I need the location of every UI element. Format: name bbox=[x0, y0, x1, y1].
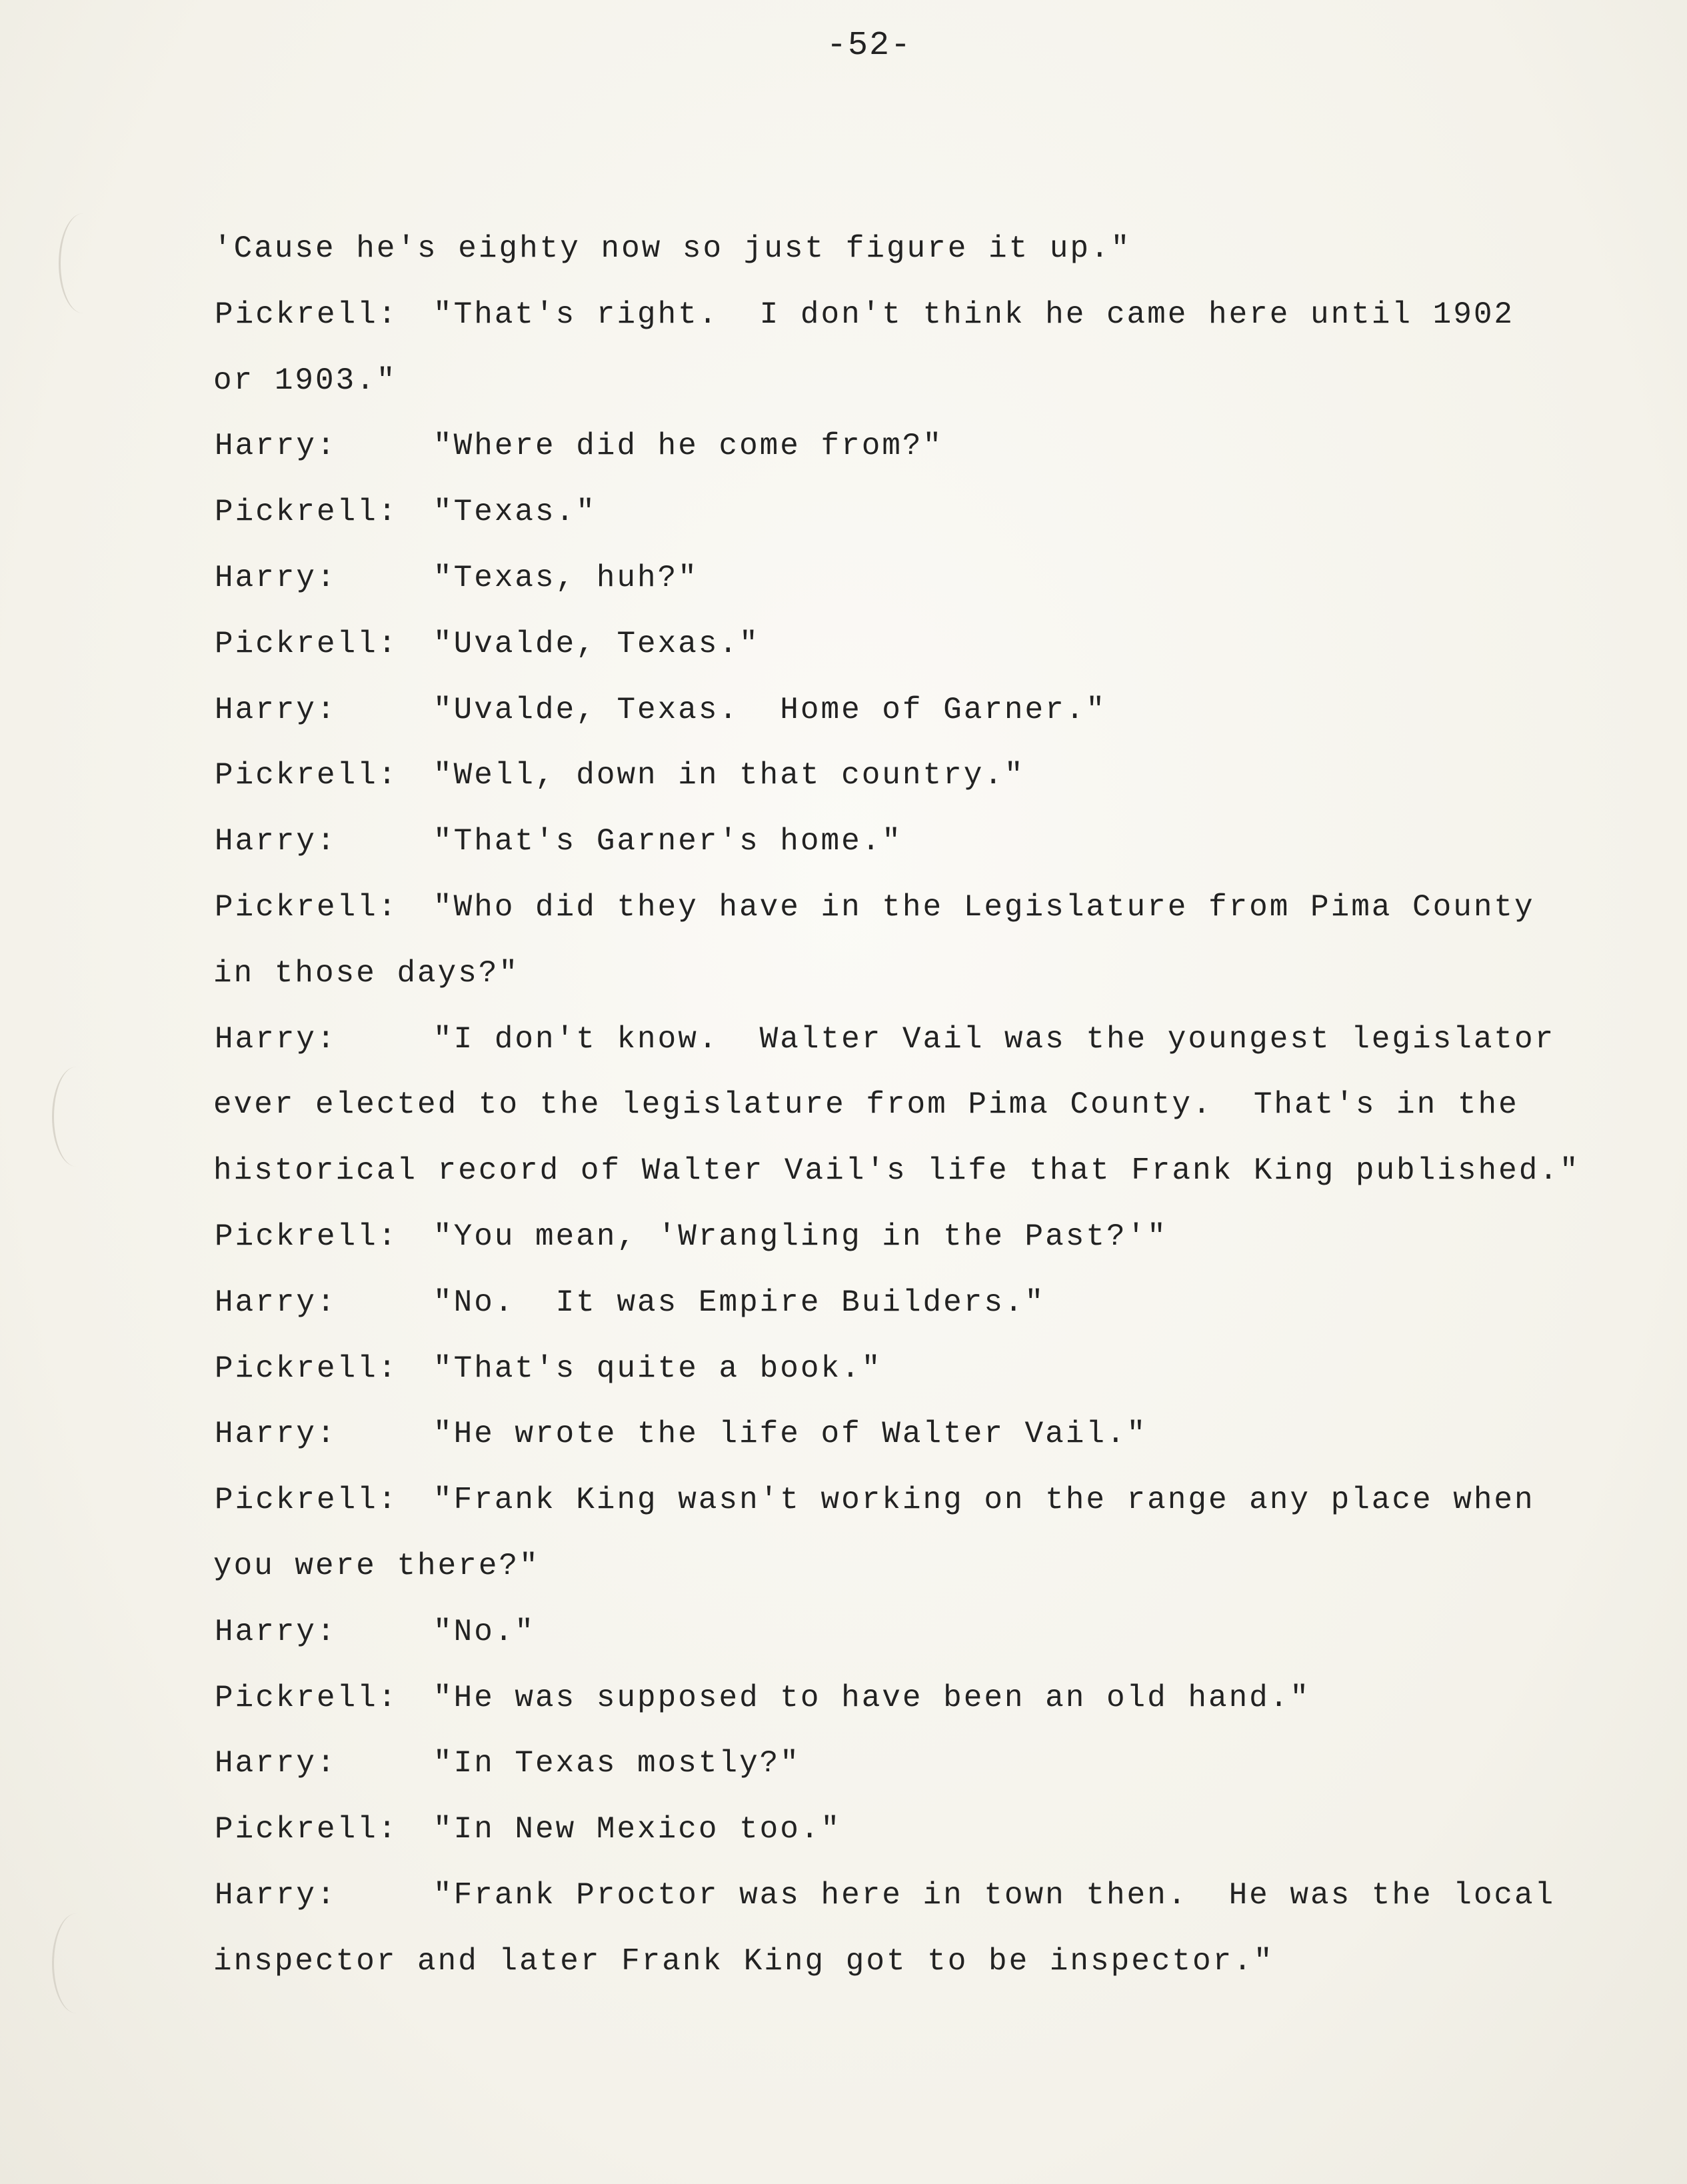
speech-text: "That's Garner's home." bbox=[433, 824, 902, 859]
punch-hole-mark bbox=[52, 1067, 101, 1167]
speaker-label: Pickrell: bbox=[215, 495, 399, 529]
speaker-label: Harry: bbox=[215, 693, 337, 727]
speaker-label: Harry: bbox=[215, 561, 337, 595]
speech-text: "Uvalde, Texas." bbox=[433, 627, 760, 661]
speech-text: "In Texas mostly?" bbox=[433, 1746, 801, 1781]
speech-text: "I don't know. Walter Vail was the youngest legislator bbox=[433, 1022, 1556, 1057]
speech-text: "You mean, 'Wrangling in the Past?'" bbox=[433, 1219, 1168, 1254]
speaker-label: Harry: bbox=[215, 1285, 337, 1320]
speaker-label: Pickrell: bbox=[215, 1681, 399, 1715]
speech-text: "No." bbox=[433, 1615, 536, 1649]
punch-hole-mark bbox=[59, 213, 107, 313]
speaker-label: Harry: bbox=[215, 1417, 337, 1451]
speaker-label: Harry: bbox=[215, 1878, 337, 1913]
speech-text: "He wrote the life of Walter Vail." bbox=[433, 1417, 1148, 1451]
speech-text: "Frank King wasn't working on the range any place when bbox=[433, 1483, 1535, 1517]
speaker-label: Pickrell: bbox=[215, 758, 399, 793]
speech-text: "No. It was Empire Builders." bbox=[433, 1285, 1046, 1320]
speech-text: historical record of Walter Vail's life that Frank King published." bbox=[213, 1153, 1580, 1188]
speech-text: "Who did they have in the Legislature from Pima County bbox=[433, 890, 1535, 925]
speech-text: "That's quite a book." bbox=[433, 1351, 882, 1386]
speech-text: in those days?" bbox=[213, 956, 520, 991]
page-number: -52- bbox=[827, 27, 912, 65]
speaker-label: Pickrell: bbox=[215, 890, 399, 925]
speaker-label: Harry: bbox=[215, 1022, 337, 1057]
speech-text: "Uvalde, Texas. Home of Garner." bbox=[433, 693, 1106, 727]
speech-text: "Frank Proctor was here in town then. He was the local bbox=[433, 1878, 1556, 1913]
speaker-label: Harry: bbox=[215, 429, 337, 463]
punch-hole-mark bbox=[52, 1913, 101, 2013]
speech-text: ever elected to the legislature from Pima County. That's in the bbox=[213, 1087, 1519, 1122]
speech-text: inspector and later Frank King got to be inspector." bbox=[213, 1944, 1274, 1979]
speaker-label: Pickrell: bbox=[215, 1219, 399, 1254]
speaker-label: Harry: bbox=[215, 1746, 337, 1781]
speech-text: "Texas, huh?" bbox=[433, 561, 699, 595]
speech-text: 'Cause he's eighty now so just figure it up." bbox=[213, 231, 1132, 266]
speaker-label: Pickrell: bbox=[215, 1483, 399, 1517]
speech-text: "Texas." bbox=[433, 495, 597, 529]
speech-text: "Well, down in that country." bbox=[433, 758, 1025, 793]
speech-text: "Where did he come from?" bbox=[433, 429, 944, 463]
speech-text: or 1903." bbox=[213, 363, 397, 398]
speaker-label: Pickrell: bbox=[215, 297, 399, 332]
speaker-label: Pickrell: bbox=[215, 1351, 399, 1386]
speaker-label: Pickrell: bbox=[215, 1812, 399, 1847]
speech-text: you were there?" bbox=[213, 1549, 540, 1583]
speaker-label: Pickrell: bbox=[215, 627, 399, 661]
speech-text: "He was supposed to have been an old hand." bbox=[433, 1681, 1310, 1715]
speech-text: "In New Mexico too." bbox=[433, 1812, 842, 1847]
speaker-label: Harry: bbox=[215, 1615, 337, 1649]
speech-text: "That's right. I don't think he came here until 1902 bbox=[433, 297, 1515, 332]
speaker-label: Harry: bbox=[215, 824, 337, 859]
